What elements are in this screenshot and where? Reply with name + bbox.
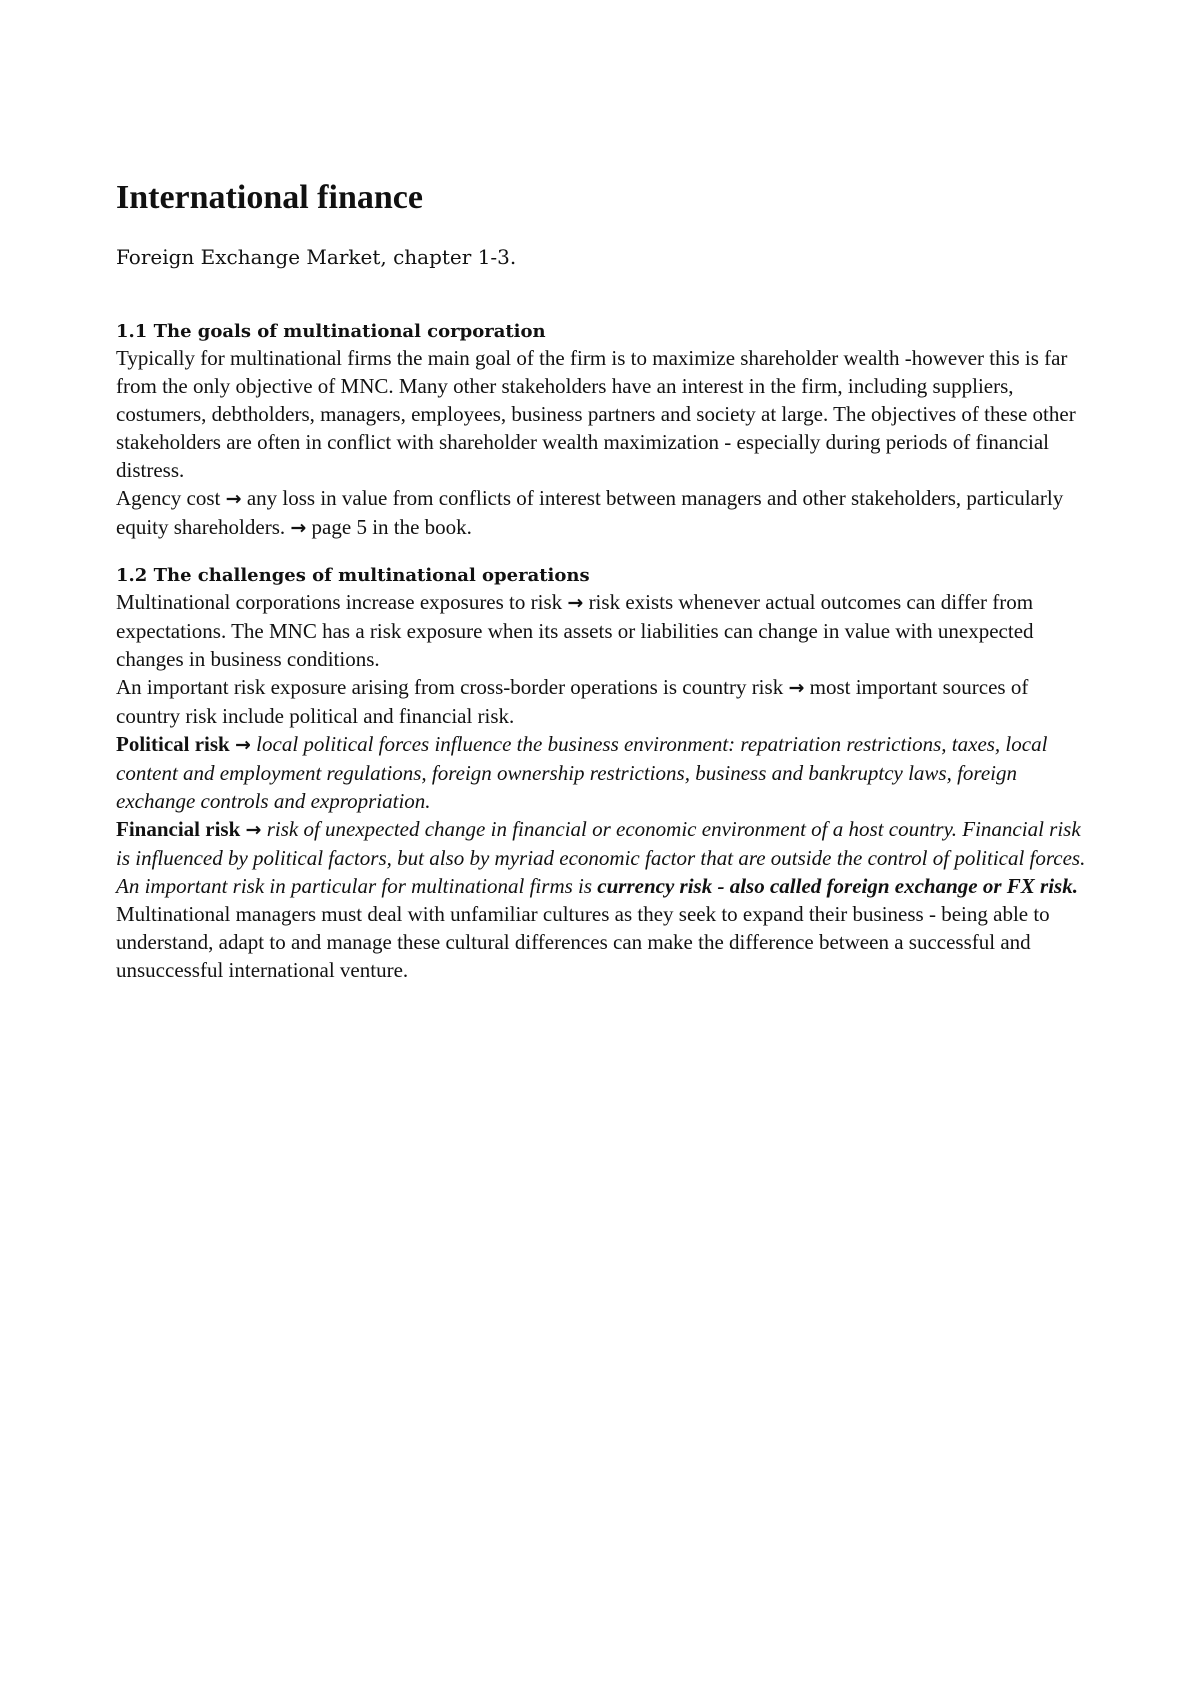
arrow-right-icon: →	[245, 819, 262, 841]
agency-cost-definition: any loss in value from conflicts of interest between managers and other stakeholders, particularly equity shareholders.	[116, 486, 1064, 539]
political-risk-definition: local political forces influence the business environment: repatriation restrictions, taxes, local content and employment regulations, foreign ownership restrictions, business and bankruptcy laws, foreign exchange controls and expropriation.	[116, 732, 1048, 813]
document-page	[116, 150, 1096, 984]
paragraph-cultural-differences: Multinational managers must deal with unfamiliar cultures as they seek to expand their business - being able to understand, adapt to and manage these cultural differences can make the difference between a successful and unsuccessful international venture.	[116, 902, 1050, 982]
paragraph-political-risk	[116, 730, 1096, 815]
document-title: International finance	[116, 179, 423, 216]
arrow-right-icon: →	[290, 517, 307, 539]
agency-cost-label: Agency cost	[116, 486, 221, 510]
arrow-right-icon: →	[225, 488, 242, 510]
risk-exposure-lead: Multinational corporations increase exposures to risk	[116, 590, 563, 614]
document-subtitle: Foreign Exchange Market, chapter 1-3.	[116, 245, 517, 269]
political-risk-label: Political risk	[116, 732, 230, 756]
paragraph-goals: Typically for multinational firms the main goal of the firm is to maximize shareholder wealth -however this is far from the only objective of MNC. Many other stakeholders have an interest in the firm, including suppliers, costumers, debtholders, managers, employees, business partners and society at large. The objectives of these other stakeholders are often in conflict with shareholder wealth maximization - especially during periods of financial distress.	[116, 346, 1076, 482]
country-risk-rest: most important sources of country risk include political and financial risk.	[116, 675, 1029, 728]
country-risk-lead: An important risk exposure arising from cross-border operations is country risk	[116, 675, 784, 699]
financial-risk-definition: risk of unexpected change in financial or economic environment of a host country. Financial risk is influenced by political factors, but also by myriad economic factor that are outside the control of political forces. An important risk in particular for multinational firms is	[116, 817, 1086, 898]
paragraph-risk-exposure	[116, 588, 1096, 673]
paragraph-agency-cost	[116, 484, 1096, 542]
agency-cost-reference: page 5 in the book.	[311, 515, 472, 539]
risk-exposure-rest: risk exists whenever actual outcomes can differ from expectations. The MNC has a risk exposure when its assets or liabilities can change in value with unexpected changes in business conditions.	[116, 590, 1034, 671]
arrow-right-icon: →	[567, 592, 584, 614]
section-heading-1-2: 1.2 The challenges of multinational operations	[116, 565, 590, 586]
paragraph-financial-risk	[116, 815, 1096, 900]
financial-risk-label: Financial risk	[116, 817, 241, 841]
currency-risk-emphasis: currency risk - also called foreign exchange or FX risk.	[597, 874, 1078, 898]
paragraph-country-risk	[116, 673, 1096, 730]
arrow-right-icon: →	[235, 734, 251, 756]
section-heading-1-1: 1.1 The goals of multinational corporation	[116, 321, 546, 342]
arrow-right-icon: →	[788, 677, 805, 699]
